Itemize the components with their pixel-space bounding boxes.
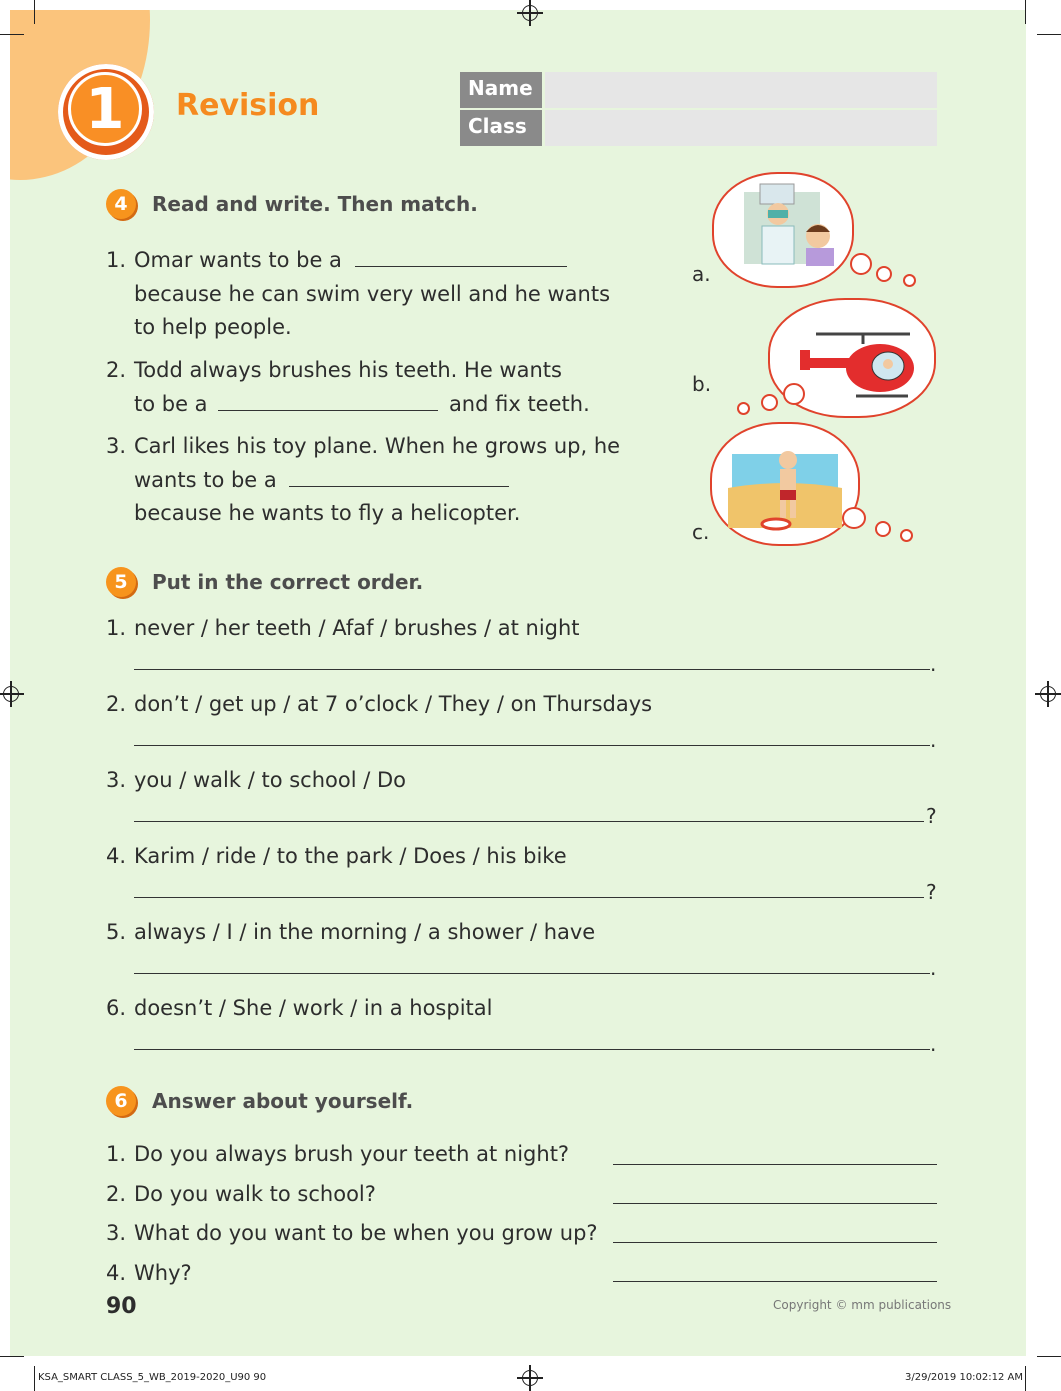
crop-mark: [0, 34, 24, 35]
picture-a-label: a.: [692, 262, 711, 286]
exercise-6-item-2: 2. Do you walk to school?: [106, 1177, 946, 1213]
thought-dot: [842, 507, 866, 529]
exercise-5-item-6: 6. doesn’t / She / work / in a hospital .: [106, 996, 937, 1056]
worksheet-page: [10, 10, 1026, 1356]
section-4-heading: [106, 189, 478, 219]
name-field[interactable]: [545, 72, 937, 108]
class-label: Class: [460, 110, 542, 146]
lifeguard-icon: [710, 422, 860, 546]
thought-dot: [761, 394, 778, 411]
exercise-4-item-1: 1. Omar wants to be a because he can swim very well and he wants to help people.: [106, 248, 611, 339]
exercise-4-item-2: 2. Todd always brushes his teeth. He wants to be a and fix teeth.: [106, 358, 590, 416]
section-5-heading: [106, 567, 423, 597]
answer-blank[interactable]: [355, 246, 567, 267]
section-6-number: 6: [106, 1086, 136, 1116]
thought-dot: [850, 253, 872, 275]
exercise-6-item-3: 3. What do you want to be when you grow up?: [106, 1216, 946, 1252]
exercise-5-item-5: 5. always / I / in the morning / a shower / have .: [106, 920, 937, 980]
answer-line[interactable]: [134, 821, 924, 822]
crop-mark: [1037, 34, 1061, 35]
crop-mark: [0, 1356, 24, 1357]
thought-dot: [737, 402, 750, 415]
answer-line[interactable]: [134, 897, 924, 898]
answer-blank[interactable]: [289, 466, 509, 487]
picture-b-label: b.: [692, 372, 712, 396]
answer-line[interactable]: [134, 745, 930, 746]
registration-mark-icon: [522, 5, 538, 21]
page-number: 90: [106, 1294, 137, 1319]
thought-dot: [903, 274, 916, 287]
exercise-5-item-3: 3. you / walk / to school / Do ?: [106, 768, 937, 828]
answer-line[interactable]: [613, 1242, 937, 1243]
exercise-4-item-3: 3. Carl likes his toy plane. When he grows up, he wants to be a because he wants to fly a helicopter.: [106, 434, 621, 525]
section-6-title: Answer about yourself.: [152, 1089, 414, 1113]
unit-badge: [58, 64, 154, 160]
name-label: Name: [460, 72, 542, 108]
class-field[interactable]: [545, 110, 937, 146]
answer-line[interactable]: [134, 1049, 930, 1050]
picture-c-label: c.: [692, 520, 710, 544]
section-4-title: Read and write. Then match.: [152, 192, 478, 216]
exercise-5-item-4: 4. Karim / ride / to the park / Does / his bike ?: [106, 844, 937, 904]
thought-dot: [900, 529, 913, 542]
crop-mark: [34, 1366, 35, 1391]
section-6-heading: [106, 1086, 413, 1116]
exercise-6-item-4: 4. Why?: [106, 1256, 946, 1292]
answer-line[interactable]: [134, 669, 930, 670]
crop-mark: [1037, 1356, 1061, 1357]
thought-dot: [876, 266, 892, 282]
answer-line[interactable]: [134, 973, 930, 974]
page-title: Revision: [176, 88, 320, 123]
date-info: 3/29/2019 10:02:12 AM: [905, 1372, 1024, 1383]
section-5-title: Put in the correct order.: [152, 570, 424, 594]
registration-mark-icon: [1040, 686, 1056, 702]
copyright-text: Copyright © mm publications: [773, 1298, 952, 1312]
unit-number: 1: [68, 72, 142, 146]
section-4-number: 4: [106, 189, 136, 219]
exercise-6-item-1: 1. Do you always brush your teeth at night?: [106, 1137, 946, 1173]
crop-mark: [34, 0, 35, 24]
crop-mark: [1025, 1366, 1026, 1391]
section-5-number: 5: [106, 567, 136, 597]
exercise-5-item-1: 1. never / her teeth / Afaf / brushes / at night .: [106, 616, 937, 676]
crop-mark: [1025, 0, 1026, 24]
thought-dot: [875, 521, 891, 537]
answer-line[interactable]: [613, 1203, 937, 1204]
answer-line[interactable]: [613, 1164, 937, 1165]
exercise-5-item-2: 2. don’t / get up / at 7 o’clock / They / on Thursdays .: [106, 692, 937, 752]
registration-mark-icon: [522, 1370, 538, 1386]
registration-mark-icon: [3, 686, 19, 702]
file-info: KSA_SMART CLASS_5_WB_2019-2020_U90 90: [38, 1372, 267, 1383]
name-class-box: [460, 72, 937, 148]
answer-line[interactable]: [613, 1281, 937, 1282]
thought-dot: [783, 383, 805, 405]
answer-blank[interactable]: [218, 390, 438, 411]
dentist-icon: [712, 172, 854, 288]
